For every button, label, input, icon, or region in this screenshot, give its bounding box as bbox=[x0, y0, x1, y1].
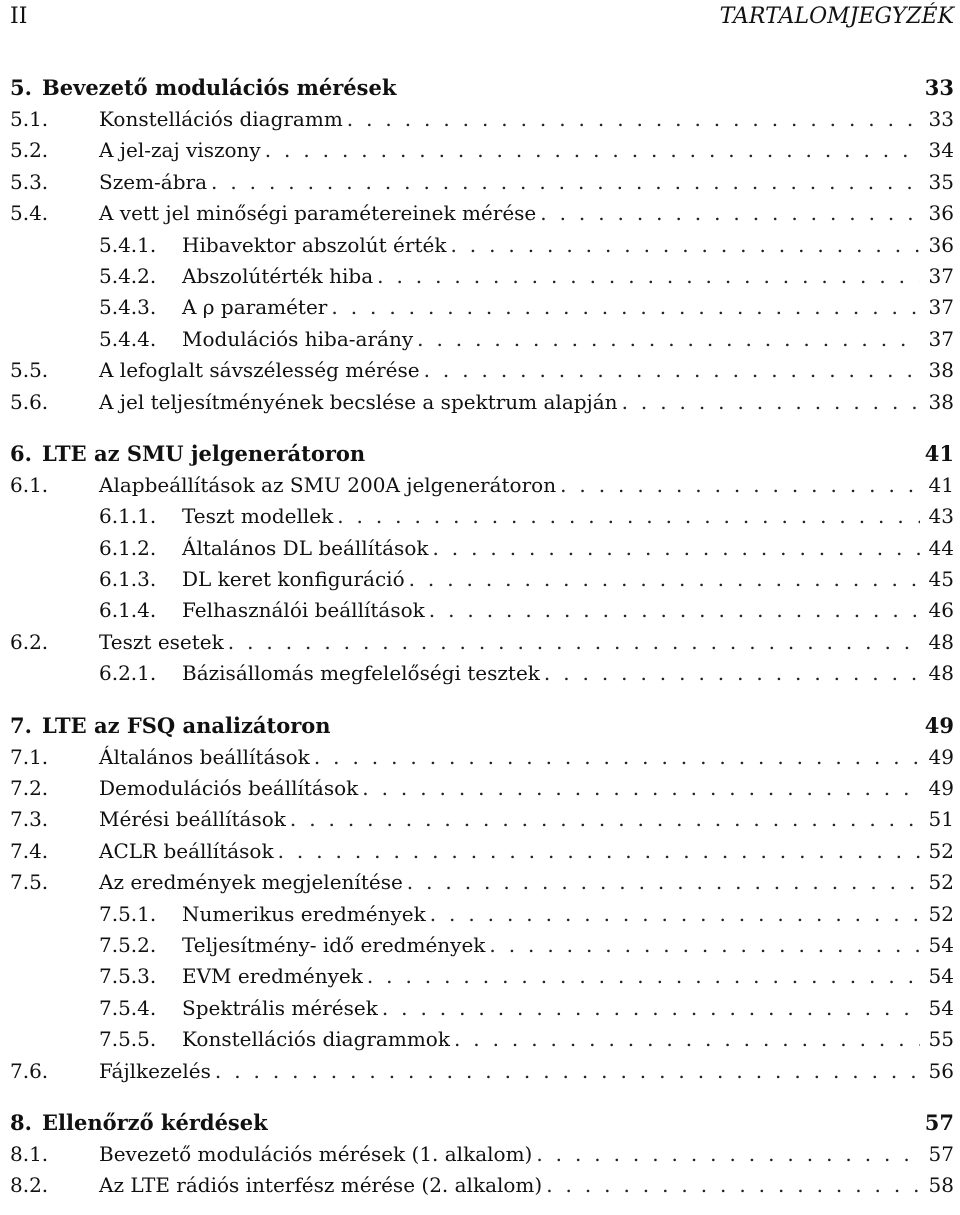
entry-number: 6.1.3. bbox=[99, 567, 157, 592]
dot-leader bbox=[331, 295, 920, 319]
dot-leader bbox=[544, 661, 920, 685]
entry-page: 54 bbox=[928, 932, 954, 957]
running-title: TARTALOMJEGYZÉK bbox=[719, 4, 954, 29]
chapter-page: 33 bbox=[924, 75, 954, 100]
entry-number: 7.2. bbox=[10, 776, 49, 801]
entry-page: 38 bbox=[928, 389, 954, 414]
entry-title: Alapbeállítások az SMU 200A jelgenerátoron bbox=[99, 472, 557, 497]
entry-page: 36 bbox=[928, 232, 954, 257]
entry-number: 5.4.1. bbox=[99, 232, 157, 257]
dot-leader bbox=[362, 776, 920, 800]
entry-number: 7.3. bbox=[10, 807, 49, 832]
entry-page: 48 bbox=[928, 629, 954, 654]
page-number: II bbox=[10, 4, 28, 29]
entry-number: 7.5.3. bbox=[99, 964, 157, 989]
entry-number: 6.1.4. bbox=[99, 598, 157, 623]
toc-chapter[interactable] bbox=[10, 75, 954, 107]
chapter-page: 57 bbox=[924, 1109, 954, 1135]
dot-leader bbox=[265, 138, 920, 162]
entry-number: 8.1. bbox=[10, 1141, 49, 1166]
toc-subsection[interactable] bbox=[10, 661, 954, 692]
entry-number: 6.2.1. bbox=[99, 661, 157, 686]
chapter-number: 6. bbox=[10, 440, 32, 466]
entry-page: 49 bbox=[928, 744, 954, 769]
toc-subsection[interactable] bbox=[10, 233, 954, 264]
entry-title: A lefoglalt sávszélesség mérése bbox=[99, 358, 420, 383]
dot-leader bbox=[228, 630, 920, 654]
dot-leader bbox=[546, 1173, 920, 1197]
entry-title: Általános beállítások bbox=[99, 744, 310, 769]
entry-page: 44 bbox=[928, 535, 954, 560]
entry-page: 33 bbox=[928, 107, 954, 131]
dot-leader bbox=[429, 598, 920, 622]
chapter-spacer bbox=[10, 693, 954, 713]
entry-title: Teszt esetek bbox=[99, 629, 224, 654]
entry-page: 35 bbox=[928, 169, 954, 194]
entry-page: 54 bbox=[928, 995, 954, 1020]
entry-title: Felhasználói beállítások bbox=[182, 598, 425, 623]
dot-leader bbox=[536, 1142, 920, 1166]
dot-leader bbox=[430, 902, 920, 926]
dot-leader bbox=[347, 107, 920, 131]
toc-section[interactable] bbox=[10, 390, 954, 421]
entry-number: 5.5. bbox=[10, 358, 49, 383]
entry-number: 7.1. bbox=[10, 744, 49, 769]
toc-subsection[interactable] bbox=[10, 902, 954, 933]
entry-number: 7.5.5. bbox=[99, 1027, 157, 1052]
entry-page: 57 bbox=[928, 1141, 954, 1166]
entry-title: Fájlkezelés bbox=[99, 1058, 211, 1083]
entry-title: Hibavektor abszolút érték bbox=[182, 232, 447, 257]
entry-title: Az eredmények megjelenítése bbox=[99, 870, 403, 895]
chapter-spacer bbox=[10, 1090, 954, 1110]
dot-leader bbox=[622, 390, 920, 414]
dot-leader bbox=[540, 201, 920, 225]
entry-number: 7.5.4. bbox=[99, 995, 157, 1020]
entry-title: A vett jel minőségi paramétereinek mérése bbox=[99, 201, 537, 226]
entry-number: 5.4.4. bbox=[99, 326, 157, 351]
dot-leader bbox=[337, 504, 920, 528]
dot-leader bbox=[211, 170, 920, 194]
toc-section[interactable] bbox=[10, 807, 954, 838]
entry-title: Általános DL beállítások bbox=[182, 535, 429, 560]
toc-subsection[interactable] bbox=[10, 327, 954, 358]
dot-leader bbox=[290, 807, 920, 831]
chapter-page: 41 bbox=[924, 440, 954, 466]
entry-title: EVM eredmények bbox=[182, 964, 363, 989]
entry-number: 5.1. bbox=[10, 107, 49, 131]
toc-section[interactable] bbox=[10, 630, 954, 661]
entry-title: A jel teljesítményének becslése a spektrum alapján bbox=[99, 389, 618, 414]
entry-title: Numerikus eredmények bbox=[182, 901, 426, 926]
entry-title: Teszt modellek bbox=[182, 504, 334, 529]
entry-page: 52 bbox=[928, 870, 954, 895]
entry-page: 41 bbox=[928, 472, 954, 497]
toc-subsection[interactable] bbox=[10, 598, 954, 629]
toc-section[interactable] bbox=[10, 870, 954, 901]
toc-chapter[interactable] bbox=[10, 441, 954, 473]
toc-section[interactable] bbox=[10, 745, 954, 776]
entry-page: 34 bbox=[928, 138, 954, 163]
toc-subsection[interactable] bbox=[10, 567, 954, 598]
chapter-number: 8. bbox=[10, 1109, 32, 1135]
toc-section[interactable] bbox=[10, 107, 954, 138]
entry-title: Bázisállomás megfelelőségi tesztek bbox=[182, 661, 540, 686]
entry-number: 6.1.2. bbox=[99, 535, 157, 560]
entry-title: A ρ paraméter bbox=[182, 295, 328, 320]
toc-subsection[interactable] bbox=[10, 264, 954, 295]
chapter-spacer bbox=[10, 421, 954, 441]
entry-page: 46 bbox=[928, 598, 954, 623]
table-of-contents bbox=[10, 75, 954, 1205]
entry-page: 37 bbox=[928, 326, 954, 351]
entry-number: 7.5.1. bbox=[99, 901, 157, 926]
dot-leader bbox=[367, 964, 920, 988]
entry-number: 5.4. bbox=[10, 201, 49, 226]
entry-number: 6.2. bbox=[10, 629, 49, 654]
dot-leader bbox=[417, 327, 920, 351]
entry-number: 7.6. bbox=[10, 1058, 49, 1083]
entry-title: DL keret konfiguráció bbox=[182, 567, 405, 592]
dot-leader bbox=[432, 536, 920, 560]
entry-title: Az LTE rádiós interfész mérése (2. alkalom) bbox=[99, 1173, 543, 1198]
chapter-number: 5. bbox=[10, 75, 32, 100]
entry-number: 5.6. bbox=[10, 389, 49, 414]
dot-leader bbox=[314, 745, 920, 769]
entry-page: 51 bbox=[928, 807, 954, 832]
toc-subsection[interactable] bbox=[10, 536, 954, 567]
entry-number: 6.1. bbox=[10, 472, 49, 497]
toc-chapter[interactable] bbox=[10, 1110, 954, 1142]
entry-title: Bevezető modulációs mérések (1. alkalom) bbox=[99, 1141, 533, 1166]
toc-subsection[interactable] bbox=[10, 295, 954, 326]
entry-title: Mérési beállítások bbox=[99, 807, 286, 832]
entry-title: ACLR beállítások bbox=[99, 838, 274, 863]
toc-subsection[interactable] bbox=[10, 504, 954, 535]
entry-page: 38 bbox=[928, 358, 954, 383]
entry-page: 43 bbox=[928, 504, 954, 529]
entry-title: Spektrális mérések bbox=[182, 995, 378, 1020]
entry-number: 7.5. bbox=[10, 870, 49, 895]
entry-title: A jel-zaj viszony bbox=[99, 138, 261, 163]
dot-leader bbox=[215, 1059, 920, 1083]
toc-subsection[interactable] bbox=[10, 964, 954, 995]
entry-number: 5.2. bbox=[10, 138, 49, 163]
toc-section[interactable] bbox=[10, 1142, 954, 1173]
entry-page: 52 bbox=[928, 901, 954, 926]
entry-page: 36 bbox=[928, 201, 954, 226]
entry-title: Modulációs hiba-arány bbox=[182, 326, 414, 351]
entry-number: 5.4.3. bbox=[99, 295, 157, 320]
dot-leader bbox=[450, 233, 920, 257]
entry-number: 5.3. bbox=[10, 169, 49, 194]
entry-page: 55 bbox=[928, 1027, 954, 1052]
toc-subsection[interactable] bbox=[10, 933, 954, 964]
entry-title: Abszolútérték hiba bbox=[182, 263, 374, 288]
toc-section[interactable] bbox=[10, 201, 954, 232]
entry-title: Konstellációs diagramm bbox=[99, 107, 343, 131]
dot-leader bbox=[424, 358, 920, 382]
chapter-title: Bevezető modulációs mérések bbox=[42, 75, 397, 100]
toc-section[interactable] bbox=[10, 839, 954, 870]
entry-title: Konstellációs diagrammok bbox=[182, 1027, 450, 1052]
dot-leader bbox=[454, 1027, 920, 1051]
entry-title: Szem-ábra bbox=[99, 169, 208, 194]
entry-page: 56 bbox=[928, 1058, 954, 1083]
dot-leader bbox=[489, 933, 920, 957]
entry-page: 45 bbox=[928, 567, 954, 592]
entry-number: 7.5.2. bbox=[99, 932, 157, 957]
entry-title: Demodulációs beállítások bbox=[99, 776, 359, 801]
toc-section[interactable] bbox=[10, 358, 954, 389]
toc-section[interactable] bbox=[10, 776, 954, 807]
entry-page: 54 bbox=[928, 964, 954, 989]
entry-number: 8.2. bbox=[10, 1173, 49, 1198]
chapter-number: 7. bbox=[10, 712, 32, 738]
entry-number: 5.4.2. bbox=[99, 263, 157, 288]
entry-title: Teljesítmény- idő eredmények bbox=[182, 932, 486, 957]
entry-page: 58 bbox=[928, 1173, 954, 1198]
toc-subsection[interactable] bbox=[10, 1027, 954, 1058]
dot-leader bbox=[409, 567, 920, 591]
dot-leader bbox=[278, 839, 920, 863]
entry-page: 52 bbox=[928, 838, 954, 863]
entry-page: 49 bbox=[928, 776, 954, 801]
entry-page: 37 bbox=[928, 263, 954, 288]
toc-section[interactable] bbox=[10, 473, 954, 504]
chapter-title: LTE az FSQ analizátoron bbox=[42, 712, 331, 738]
toc-section[interactable] bbox=[10, 1173, 954, 1204]
dot-leader bbox=[560, 473, 920, 497]
toc-chapter[interactable] bbox=[10, 713, 954, 745]
entry-page: 48 bbox=[928, 661, 954, 686]
chapter-page: 49 bbox=[924, 712, 954, 738]
dot-leader bbox=[377, 264, 920, 288]
running-header bbox=[10, 4, 954, 38]
document-page bbox=[10, 4, 954, 1205]
entry-number: 6.1.1. bbox=[99, 504, 157, 529]
toc-section[interactable] bbox=[10, 1059, 954, 1090]
entry-number: 7.4. bbox=[10, 838, 49, 863]
toc-section[interactable] bbox=[10, 138, 954, 169]
chapter-title: Ellenőrző kérdések bbox=[42, 1109, 268, 1135]
entry-page: 37 bbox=[928, 295, 954, 320]
toc-subsection[interactable] bbox=[10, 996, 954, 1027]
toc-section[interactable] bbox=[10, 170, 954, 201]
dot-leader bbox=[382, 996, 920, 1020]
chapter-title: LTE az SMU jelgenerátoron bbox=[42, 440, 366, 466]
dot-leader bbox=[407, 870, 920, 894]
